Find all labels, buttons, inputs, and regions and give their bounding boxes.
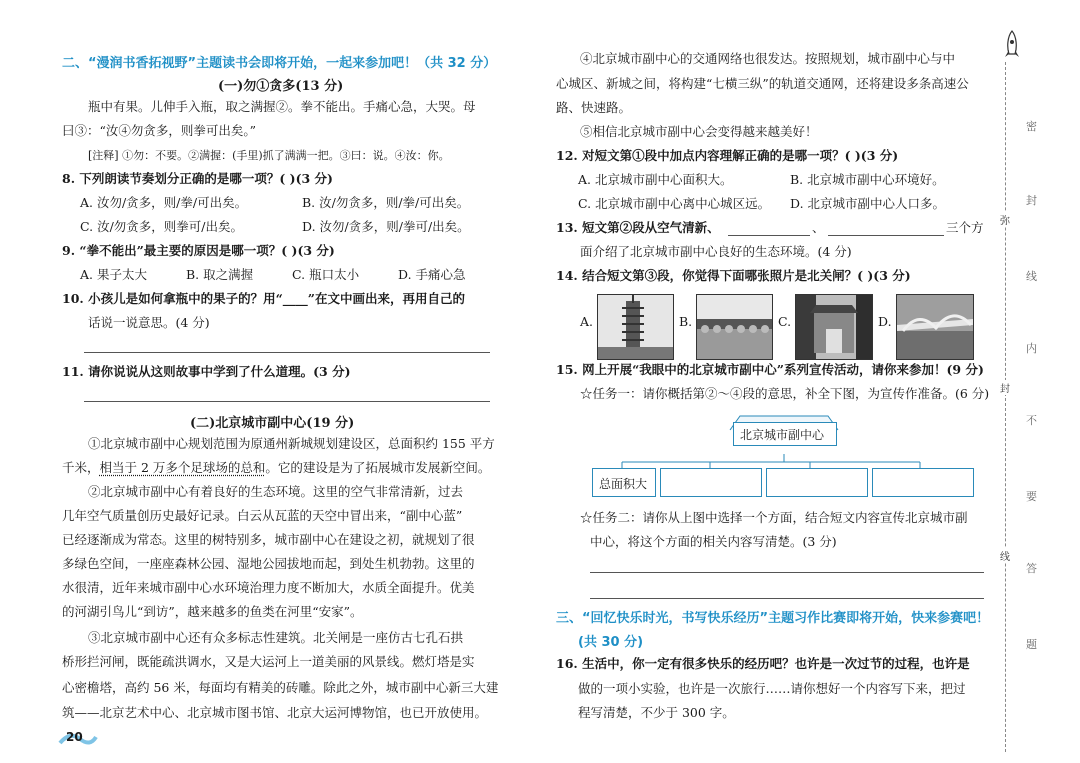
photo-label-b: B. [679, 314, 693, 329]
option-c[interactable]: C. 汝/勿贪多，则拳可/出矣。 [80, 219, 243, 234]
diagram-root-box [733, 422, 837, 446]
seal-label: 弥 [1000, 212, 1010, 227]
question-16-cont: 做的一项小实验，也许是一次旅行……请你想好一个内容写下来，把过 [578, 681, 966, 696]
answer-line[interactable] [590, 572, 984, 573]
paragraph-4-cont: 心城区、新城之间，将构建“七横三纵”的轨道交通网，还将建设多条高速公 [556, 76, 969, 91]
option-b[interactable]: B. 汝/勿贪多，则/拳/可出矣。 [302, 195, 470, 210]
paragraph-4-cont: 路、快速路。 [556, 100, 632, 115]
option-a[interactable]: A. 果子太大 [80, 267, 147, 282]
diagram-leaf-blank[interactable] [872, 468, 974, 497]
seal-label: 封 [1000, 380, 1010, 395]
cut-line [1005, 62, 1006, 752]
margin-char: 不 [1026, 414, 1037, 427]
diagram-leaf-blank[interactable] [660, 468, 762, 497]
question-16-cont: 程写清楚，不少于 300 字。 [578, 705, 735, 720]
task-2: ☆任务二：请你从上图中选择一个方面，结合短文内容宣传北京城市副 [580, 510, 968, 525]
question-11: 11. 请你说说从这则故事中学到了什么道理。(3 分) [62, 364, 351, 379]
margin-char: 题 [1026, 638, 1037, 651]
notes: [注释] ①勿：不要。②满握：(手里)抓了满满一把。③曰：说。④汝：你。 [88, 149, 450, 162]
margin-char: 线 [1026, 270, 1037, 283]
paragraph-3-cont: 筑——北京艺术中心、北京城市图书馆、北京大运河博物馆，也已开放使用。 [62, 705, 488, 720]
margin-char: 封 [1026, 194, 1037, 207]
option-d[interactable]: D. 北京城市副中心人口多。 [790, 196, 946, 211]
task-2-cont: 中心，将这个方面的相关内容写清楚。(3 分) [590, 534, 837, 549]
section2-heading: 二、“漫润书香拓视野”主题读书会即将开始，一起来参加吧！（共 32 分） [62, 56, 497, 71]
margin-char: 密 [1026, 120, 1037, 133]
paragraph-2-cont: 已经逐渐成为常态。这里的树特别多，城市副中心在建设之初，就规划了很 [62, 532, 475, 547]
page-number: 20 [66, 730, 83, 744]
paragraph-2: ②北京城市副中心有着良好的生态环境。这里的空气非常清新，过去 [88, 484, 464, 499]
photo-d-modern-bridge[interactable] [896, 294, 974, 360]
paragraph-3-cont: 桥形拦河闸，既能疏洪调水，又是大运河上一道美丽的风景线。燃灯塔是实 [62, 654, 475, 669]
blank-2[interactable] [828, 235, 944, 236]
question-8: 8. 下列朗读节奏划分正确的是哪一项？( )(3 分) [62, 171, 333, 186]
question-16: 16. 生活中，你一定有很多快乐的经历吧？也许是一次过节的过程，也许是 [556, 656, 970, 671]
paragraph-3: ③北京城市副中心还有众多标志性建筑。北关闸是一座仿古七孔石拱 [88, 630, 464, 645]
question-10: 10. 小孩儿是如何拿瓶中的果子的？用“____”在文中画出来，再用自己的 [62, 291, 465, 306]
answer-line[interactable] [590, 598, 984, 599]
diagram-leaf-blank[interactable] [766, 468, 868, 497]
option-d[interactable]: D. 汝勿/贪多，则/拳可/出矣。 [302, 219, 470, 234]
separator: 、 [812, 220, 825, 235]
question-14: 14. 结合短文第③段，你觉得下面哪张照片是北关闸？( )(3 分) [556, 268, 911, 283]
margin-char: 答 [1026, 562, 1037, 575]
option-c[interactable]: C. 瓶口太小 [292, 267, 360, 282]
photo-a-pagoda[interactable] [597, 294, 674, 360]
paragraph-4: ④北京城市副中心的交通网络也很发达。按照规划，城市副中心与中 [580, 51, 956, 66]
passage2-title: (二)北京城市副中心(19 分) [190, 416, 355, 431]
passage1-text: 曰③：“汝④勿贪多，则拳可出矣。” [62, 123, 257, 138]
option-b[interactable]: B. 北京城市副中心环境好。 [790, 172, 945, 187]
photo-label-c: C. [778, 314, 792, 329]
page-number-badge [58, 729, 98, 747]
section3-heading: 三、“回忆快乐时光，书写快乐经历”主题习作比赛即将开始，快来参赛吧！ [556, 611, 990, 626]
photo-c-gate[interactable] [795, 294, 873, 360]
passage1-title: (一)勿①贪多(13 分) [218, 79, 344, 94]
question-13: 13. 短文第②段从空气清新、 [556, 220, 720, 235]
task-1: ☆任务一：请你概括第②～④段的意思，补全下图，为宣传作准备。(6 分) [580, 386, 990, 401]
passage1-text: 瓶中有果。儿伸手入瓶，取之满握②。拳不能出。手痛心急，大哭。母 [88, 99, 476, 114]
margin-char: 要 [1026, 490, 1037, 503]
question-10-cont: 话说一说意思。(4 分) [88, 315, 210, 330]
arch-bridge-image [697, 295, 772, 359]
archway-image [796, 295, 872, 359]
photo-b-bridge[interactable] [696, 294, 773, 360]
paragraph-text: 。它的建设是为了拓展城市发展新空间。 [265, 460, 491, 475]
paragraph-2-cont: 水很清，近年来城市副中心水环境治理力度不断加大，水质全面提升。优美 [62, 580, 475, 595]
answer-line[interactable] [84, 352, 490, 353]
dotted-phrase: 相当于 2 万多个足球场的总和 [99, 460, 266, 475]
paragraph-3-cont: 心密檐塔，高约 56 米，每面均有精美的砖雕。除此之外，城市副中心新三大建 [62, 680, 499, 695]
option-a[interactable]: A. 北京城市副中心面积大。 [578, 172, 733, 187]
paragraph-2-cont: 几年空气质量创历史最好记录。白云从瓦蓝的天空中冒出来，“副中心蓝” [62, 508, 463, 523]
answer-line[interactable] [84, 401, 490, 402]
diagram-leaf-1 [592, 468, 656, 497]
question-13-end: 三个方 [946, 220, 984, 235]
paragraph-2-cont: 的河湖引鸟儿“到访”，越来越多的鱼类在河里“安家”。 [62, 604, 363, 619]
photo-label-a: A. [580, 314, 594, 329]
pagoda-image [598, 295, 673, 359]
option-b[interactable]: B. 取之满握 [186, 267, 254, 282]
paragraph-5: ⑤相信北京城市副中心会变得越来越美好！ [580, 124, 818, 139]
margin-char: 内 [1026, 342, 1037, 355]
diagram-leaf-1-label: 总面积大 [599, 477, 648, 491]
section3-points: (共 30 分) [578, 635, 644, 650]
paragraph-1-cont [62, 460, 490, 476]
photo-label-d: D. [878, 314, 892, 329]
option-d[interactable]: D. 手痛心急 [398, 267, 466, 282]
question-9: 9. “拳不能出”最主要的原因是哪一项？( )(3 分) [62, 243, 335, 258]
question-13-cont: 面介绍了北京城市副中心良好的生态环境。(4 分) [580, 244, 852, 259]
rocket-icon [1003, 30, 1021, 60]
option-a[interactable]: A. 汝勿/贪多，则/拳/可出矣。 [80, 195, 248, 210]
diagram-root-label: 北京城市副中心 [740, 428, 825, 442]
paragraph-2-cont: 多绿色空间，一座座森林公园、湿地公园拔地而起，到处生机勃勃。这里的 [62, 556, 475, 571]
question-15: 15. 网上开展“我眼中的北京城市副中心”系列宣传活动，请你来参加！(9 分) [556, 362, 984, 377]
paragraph-1: ①北京城市副中心规划范围为原通州新城规划建设区，总面积约 155 平方 [88, 436, 495, 451]
seal-label: 线 [1000, 548, 1010, 563]
paragraph-text: 千米， [62, 460, 100, 475]
option-c[interactable]: C. 北京城市副中心离中心城区远。 [578, 196, 771, 211]
modern-bridge-image [897, 295, 973, 359]
blank-1[interactable] [728, 235, 810, 236]
question-12: 12. 对短文第①段中加点内容理解正确的是哪一项？( )(3 分) [556, 148, 899, 163]
